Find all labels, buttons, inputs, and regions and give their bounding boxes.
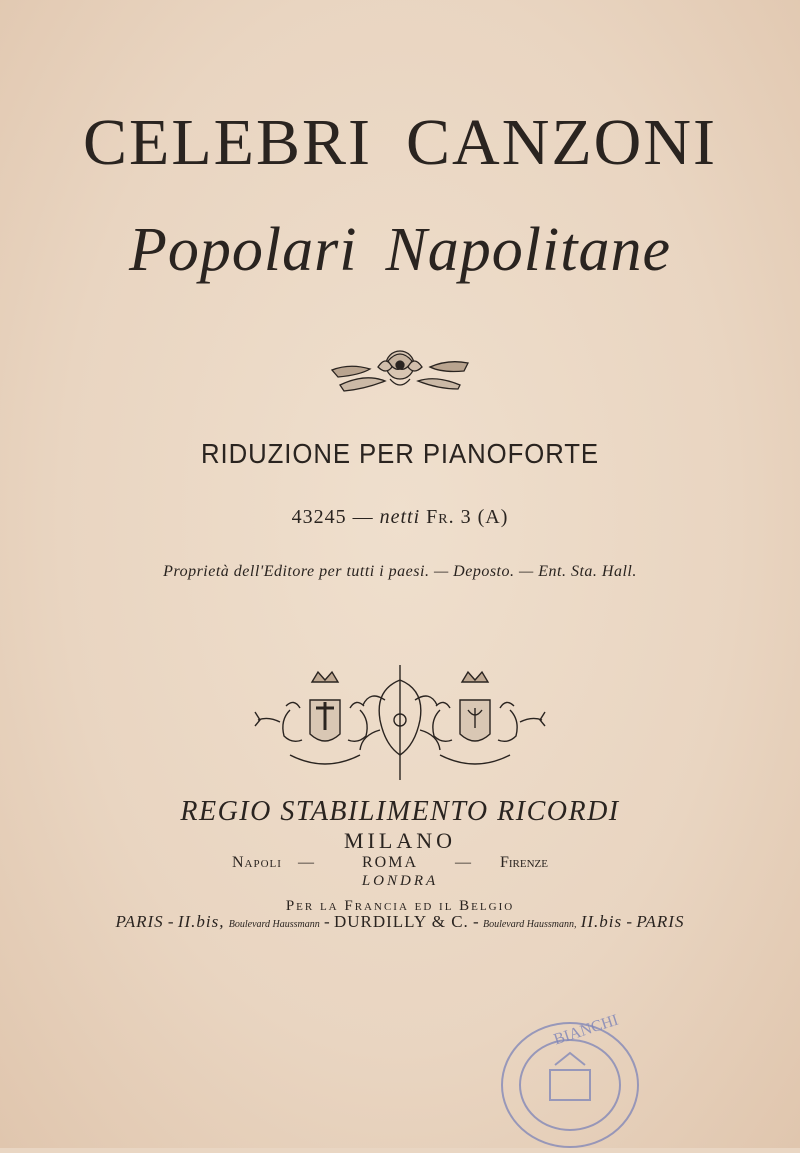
number-right: II.bis (580, 912, 623, 931)
france-belgium-notice: Per la Francia ed il Belgio (285, 898, 515, 914)
netti-label: netti (379, 506, 421, 528)
price-value: Fr. 3 (A) (426, 506, 509, 528)
title-word-2: CANZONI (406, 106, 717, 179)
paris-sep-3: - (473, 912, 479, 931)
catalogue-price (0, 506, 800, 529)
paris-sep-4: - (626, 912, 633, 931)
reduction-heading: RIDUZIONE PER PIANOFORTE (200, 438, 600, 469)
city-roma: ROMA (362, 854, 419, 871)
boulevard-left: Boulevard Haussmann (228, 919, 320, 930)
durdilly-name: DURDILLY & C. (333, 912, 469, 931)
royal-coat-of-arms-icon (0, 660, 800, 790)
paris-sep-2: - (324, 912, 330, 931)
library-stamp-icon (495, 1010, 645, 1153)
boulevard-right: Boulevard Haussmann, (482, 919, 577, 930)
city-milano: MILANO (344, 828, 456, 853)
city-dash-2: — (455, 854, 471, 871)
stamp-text: BIANCHI (551, 1011, 621, 1049)
floral-ornament-icon (0, 345, 800, 400)
publisher-name: REGIO STABILIMENTO RICORDI (180, 796, 620, 827)
paris-left: PARIS (115, 912, 164, 931)
city-napoli: Napoli (232, 854, 282, 871)
rights-notice: Proprietà dell'Editore per tutti i paesi. — Deposto. — Ent. Sta. Hall. (163, 563, 637, 580)
city-dash-1: — (298, 854, 314, 871)
paris-agent-line (0, 912, 800, 932)
paris-sep-1: - (167, 912, 174, 931)
number-left: II.bis, (177, 912, 225, 931)
subtitle-word-2: Napolitane (385, 216, 671, 284)
city-londra: LONDRA (361, 873, 439, 889)
plate-number: 43245 (291, 506, 347, 528)
main-title (0, 105, 800, 181)
subtitle-word-1: Popolari (128, 216, 358, 284)
title-word-1: CELEBRI (83, 106, 373, 179)
subtitle (0, 215, 800, 286)
city-firenze: Firenze (500, 854, 548, 871)
paris-right: PARIS (636, 912, 685, 931)
price-dash: — (352, 506, 374, 528)
